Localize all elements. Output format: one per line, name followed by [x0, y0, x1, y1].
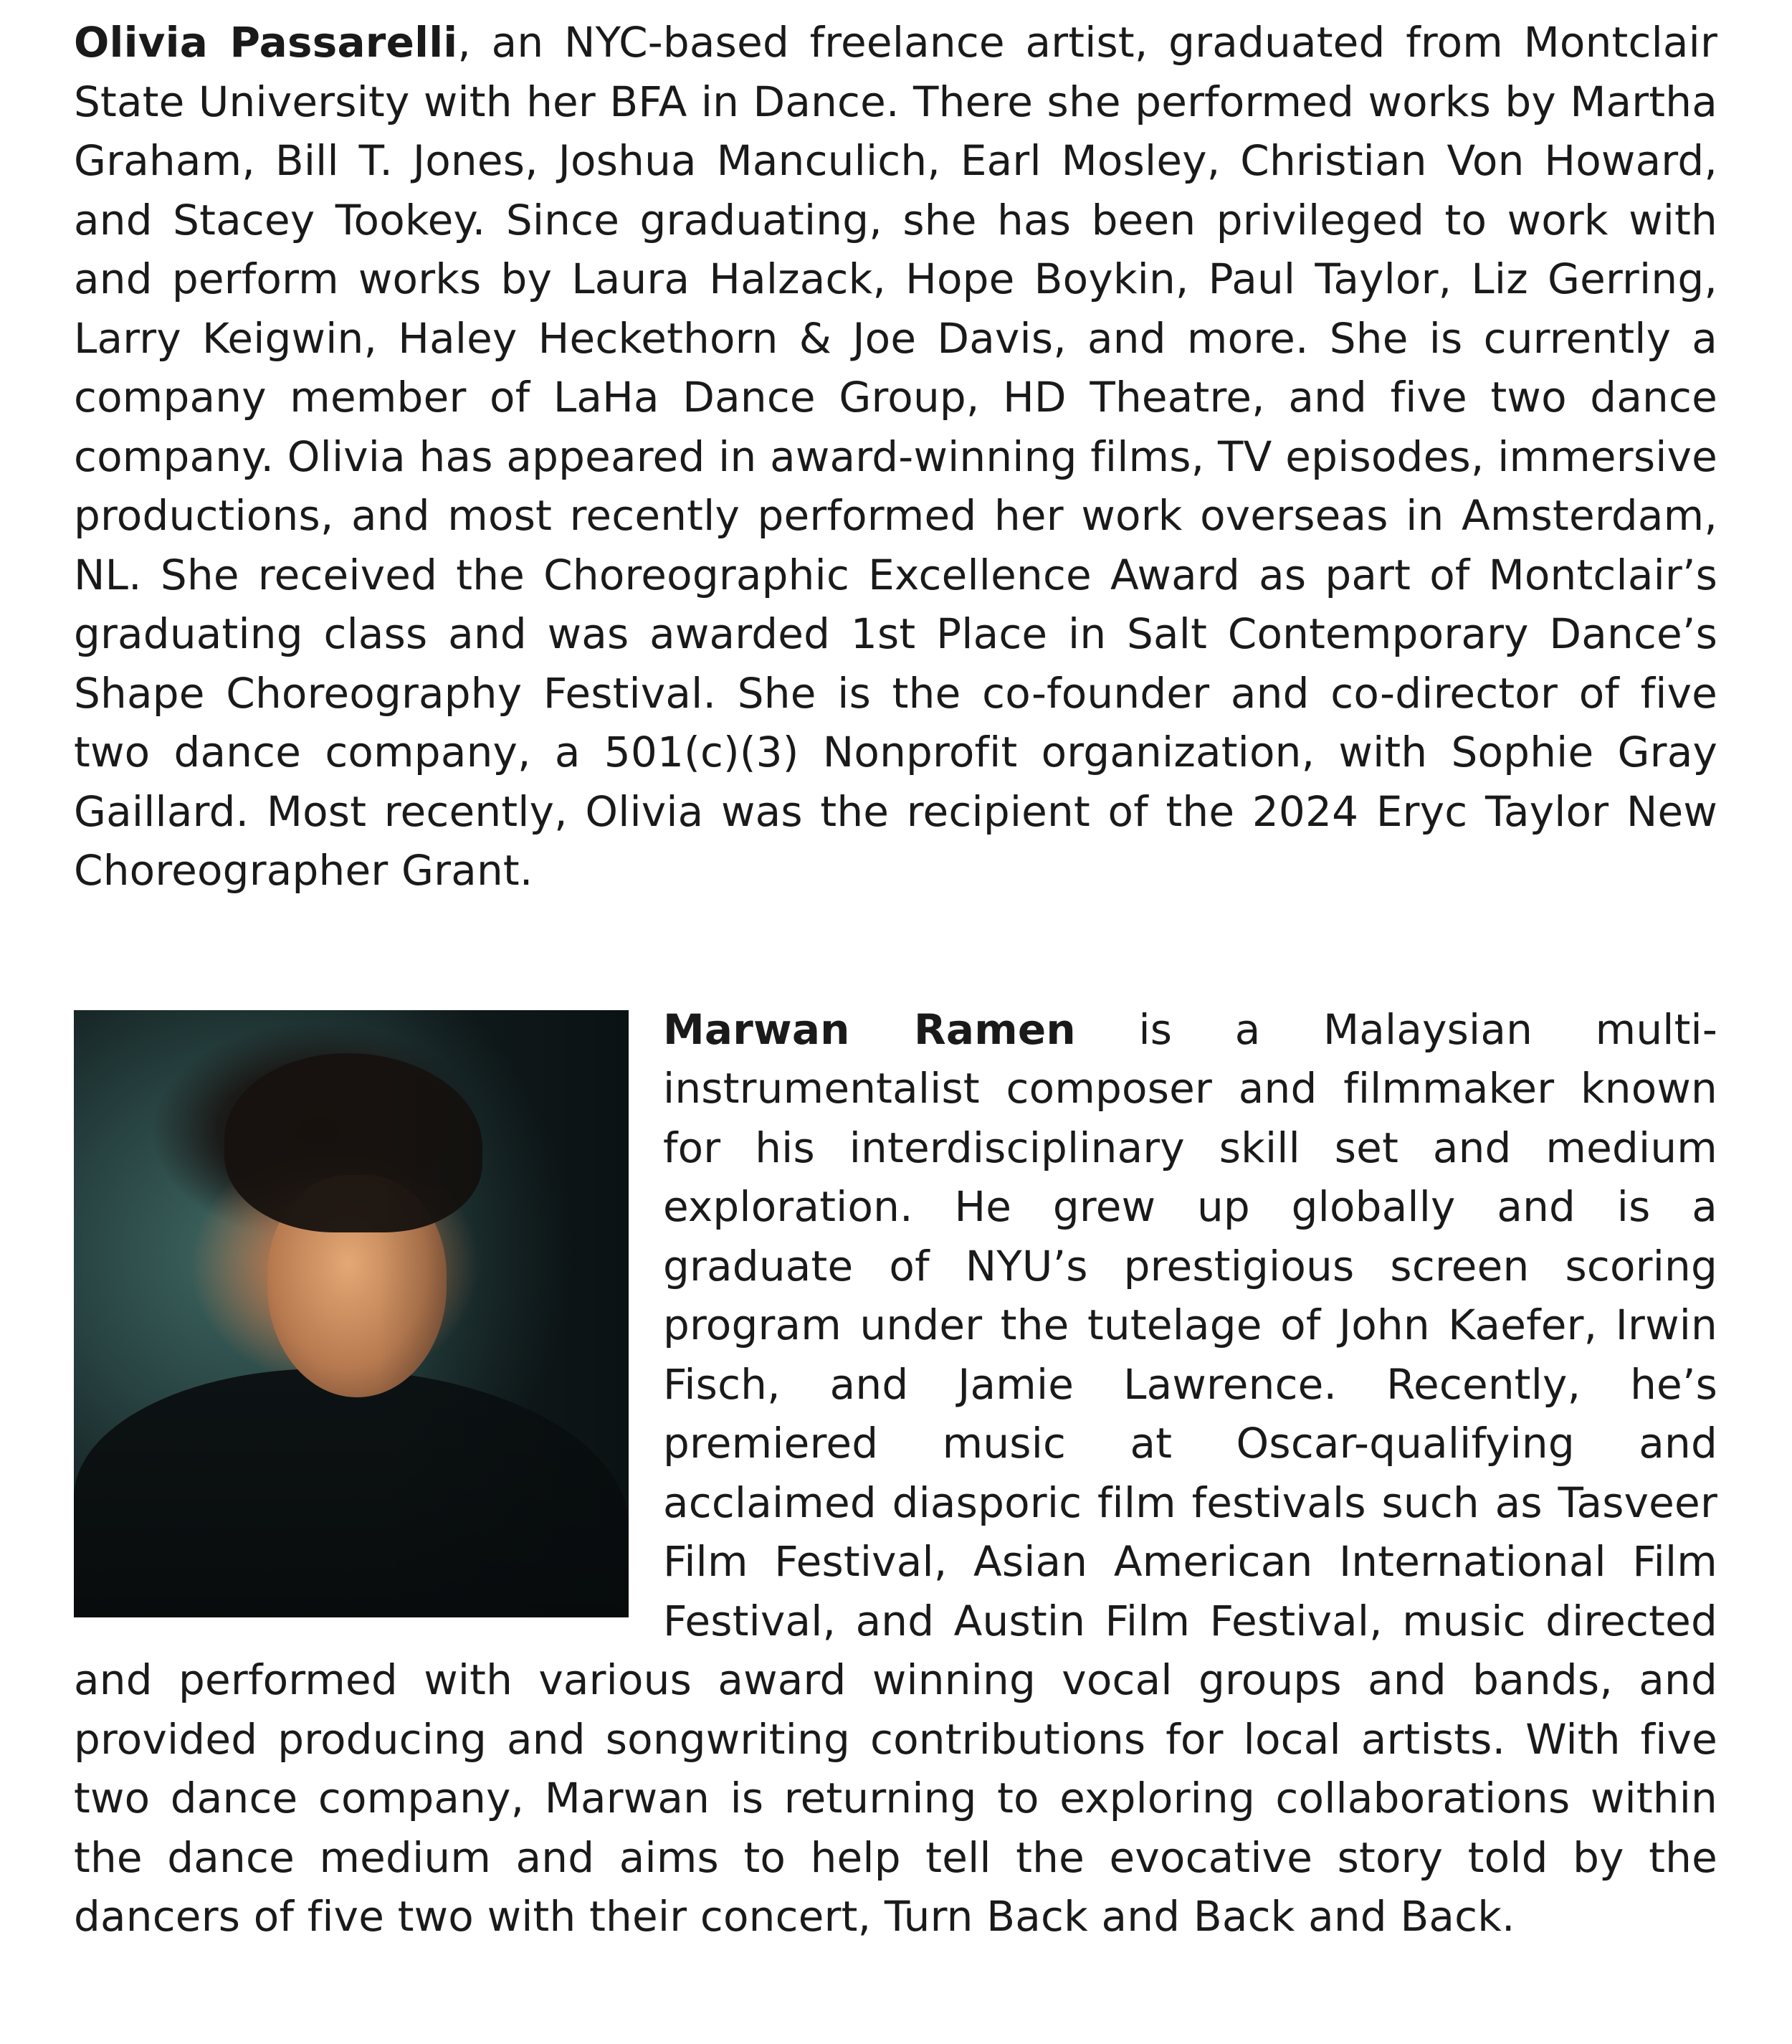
portrait-photo-marwan-ramen — [74, 1010, 629, 1617]
bio-marwan-ramen — [74, 1000, 1717, 1946]
bio-text: is a Malaysian multi-instrumentalist composer and filmmaker known for his interdisciplinary skill set and medium exploration. He grew up globally and is a graduate of NYU’s prestigious screen scoring program under the tutelage of John Kaefer, Irwin Fisch, and Jamie Lawrence. Recently, he’s premiered music at Oscar-qualifying and acclaimed diasporic film festivals such as Tasveer Film Festival, Asian American International Film Festival, and Austin Film Festival, music directed and performed with various award winning vocal groups and bands, and provided producing and songwriting contributions for local artists. With five two dance company, Marwan is returning to exploring collaborations within the dance medium and aims to help tell the evocative story told by the dancers of five two with their concert, Turn Back and Back and Back. — [74, 1004, 1717, 1941]
bio-name: Olivia Passarelli — [74, 18, 458, 67]
portrait-shade — [74, 1010, 629, 1617]
bio-olivia-passarelli — [74, 13, 1717, 900]
bio-page — [74, 13, 1717, 1946]
bio-name: Marwan Ramen — [663, 1004, 1076, 1054]
bio-text: , an NYC-based freelance artist, graduated from Montclair State University with her BFA in Dance. There she performed works by Martha Graham, Bill T. Jones, Joshua Manculich, Earl Mosley, Christian Von Howard, and Stacey Tookey. Since graduating, she has been privileged to work with and perform works by Laura Halzack, Hope Boykin, Paul Taylor, Liz Gerring, Larry Keigwin, Haley Heckethorn & Joe Davis, and more. She is currently a company member of LaHa Dance Group, HD Theatre, and five two dance company. Olivia has appeared in award-winning films, TV episodes, immersive productions, and most recently performed her work overseas in Amsterdam, NL. She received the Choreographic Excellence Award as part of Montclair’s graduating class and was awarded 1st Place in Salt Contemporary Dance’s Shape Choreography Festival. She is the co-founder and co-director of five two dance company, a 501(c)(3) Nonprofit organization, with Sophie Gray Gaillard. Most recently, Olivia was the recipient of the 2024 Eryc Taylor New Choreographer Grant. — [74, 18, 1717, 895]
